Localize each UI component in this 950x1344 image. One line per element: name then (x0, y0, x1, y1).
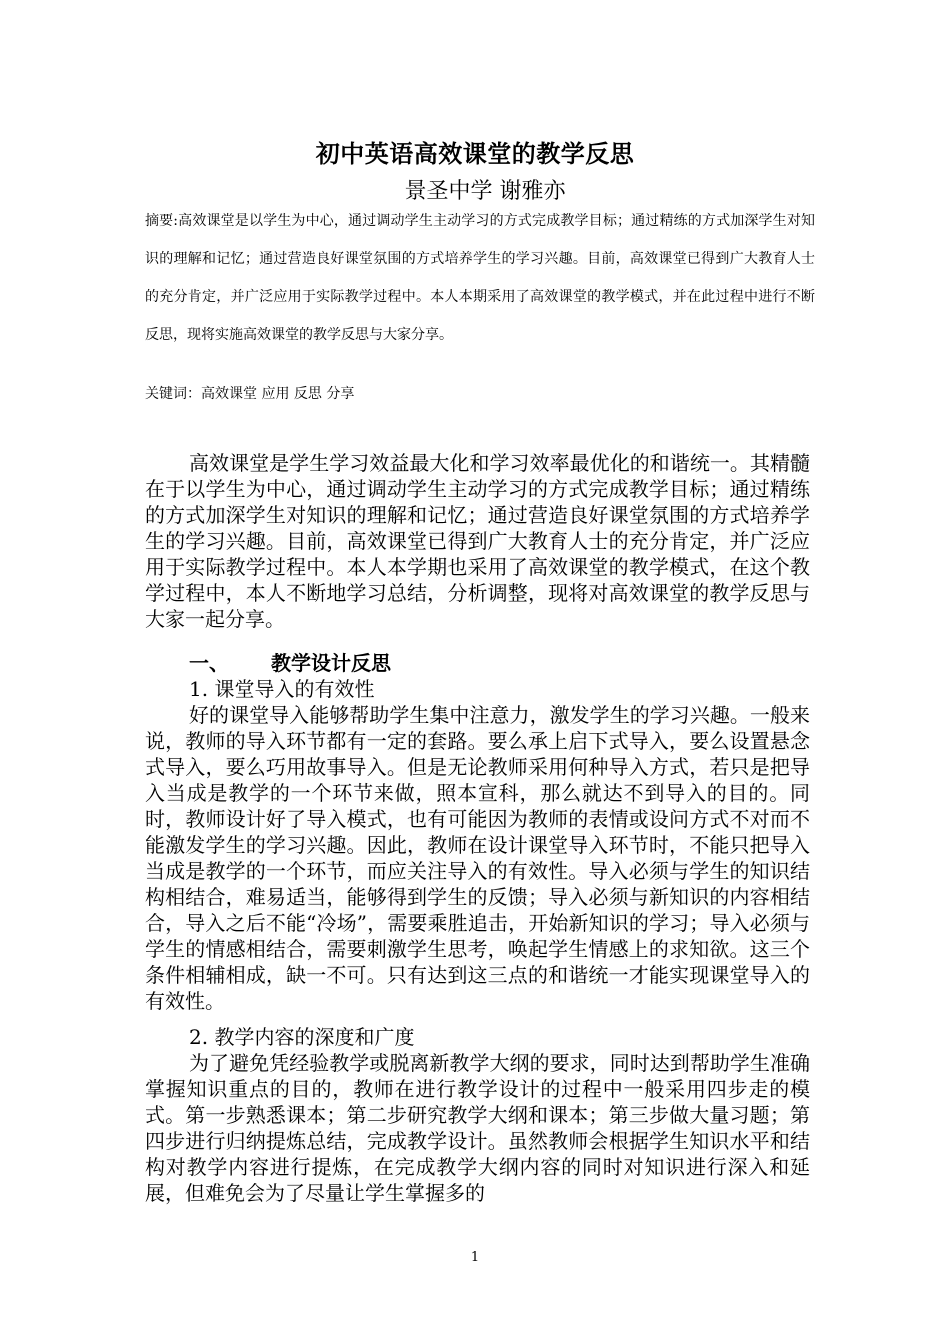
body-paragraph: 好的课堂导入能够帮助学生集中注意力，激发学生的学习兴趣。一般来说，教师的导入环节都有一定的套路。要么承上启下式导入，要么设置悬念式导入，要么巧用故事导入。但是无论教师采用何种导入方式，若只是把导入当成是教学的一个环节来做，照本宣科，那么就达不到导入的目的。同时，教师设计好了导入模式，也有可能因为教师的表情或设问方式不对而不能激发学生的学习兴趣。因此，教师在设计课堂导入环节时，不能只把导入当成是教学的一个环节，而应关注导入的有效性。导入必须与学生的知识结构相结合，难易适当，能够得到学生的反馈；导入必须与新知识的内容相结合，导入之后不能“冷场”，需要乘胜追击，开始新知识的学习；导入必须与学生的情感相结合，需要刺激学生思考，唤起学生情感上的求知欲。这三个条件相辅相成，缺一不可。只有达到这三点的和谐统一才能实现课堂导入的有效性。 (145, 703, 810, 1013)
abstract: 摘要:高效课堂是以学生为中心，通过调动学生主动学习的方式完成教学目标；通过精练的方式加深学生对知识的理解和记忆；通过营造良好课堂氛围的方式培养学生的学习兴趣。目前，高效课堂已得到广大教育人士的充分肯定，并广泛应用于实际教学过程中。本人本期采用了高效课堂的教学模式，并在此过程中进行不断反思，现将实施高效课堂的教学反思与大家分享。 (145, 213, 815, 343)
section-title: 教学设计反思 (271, 651, 391, 675)
body-paragraph: 为了避免凭经验教学或脱离新教学大纲的要求，同时达到帮助学生准确掌握知识重点的目的，教师在进行教学设计的过程中一般采用四步走的模式。第一步熟悉课本；第二步研究教学大纲和课本；第三步做大量习题；第四步进行归纳提炼总结，完成教学设计。虽然教师会根据学生知识水平和结构对教学内容进行提炼，在完成教学大纲内容的同时对知识进行深入和延展，但难免会为了尽量让学生掌握多的 (145, 1051, 810, 1205)
subsection-heading: 1. 课堂导入的有效性 (189, 677, 375, 701)
keywords: 关键词：高效课堂 应用 反思 分享 (145, 386, 355, 402)
intro-paragraph: 高效课堂是学生学习效益最大化和学习效率最优化的和谐统一。其精髓在于以学生为中心，通过调动学生主动学习的方式完成教学目标；通过精练的方式加深学生对知识的理解和记忆；通过营造良好课堂氛围的方式培养学生的学习兴趣。目前，高效课堂已得到广大教育人士的充分肯定，并广泛应用于实际教学过程中。本人本学期也采用了高效课堂的教学模式，在这个教学过程中，本人不断地学习总结，分析调整，现将对高效课堂的教学反思与大家一起分享。 (145, 451, 810, 631)
document-title: 初中英语高效课堂的教学反思 (315, 139, 635, 168)
section-number: 一、 (189, 651, 229, 675)
author-line: 景圣中学 谢雅亦 (404, 179, 566, 204)
section-heading (145, 650, 854, 676)
page-number: 1 (470, 1250, 480, 1265)
subsection-heading: 2. 教学内容的深度和广度 (189, 1025, 415, 1049)
